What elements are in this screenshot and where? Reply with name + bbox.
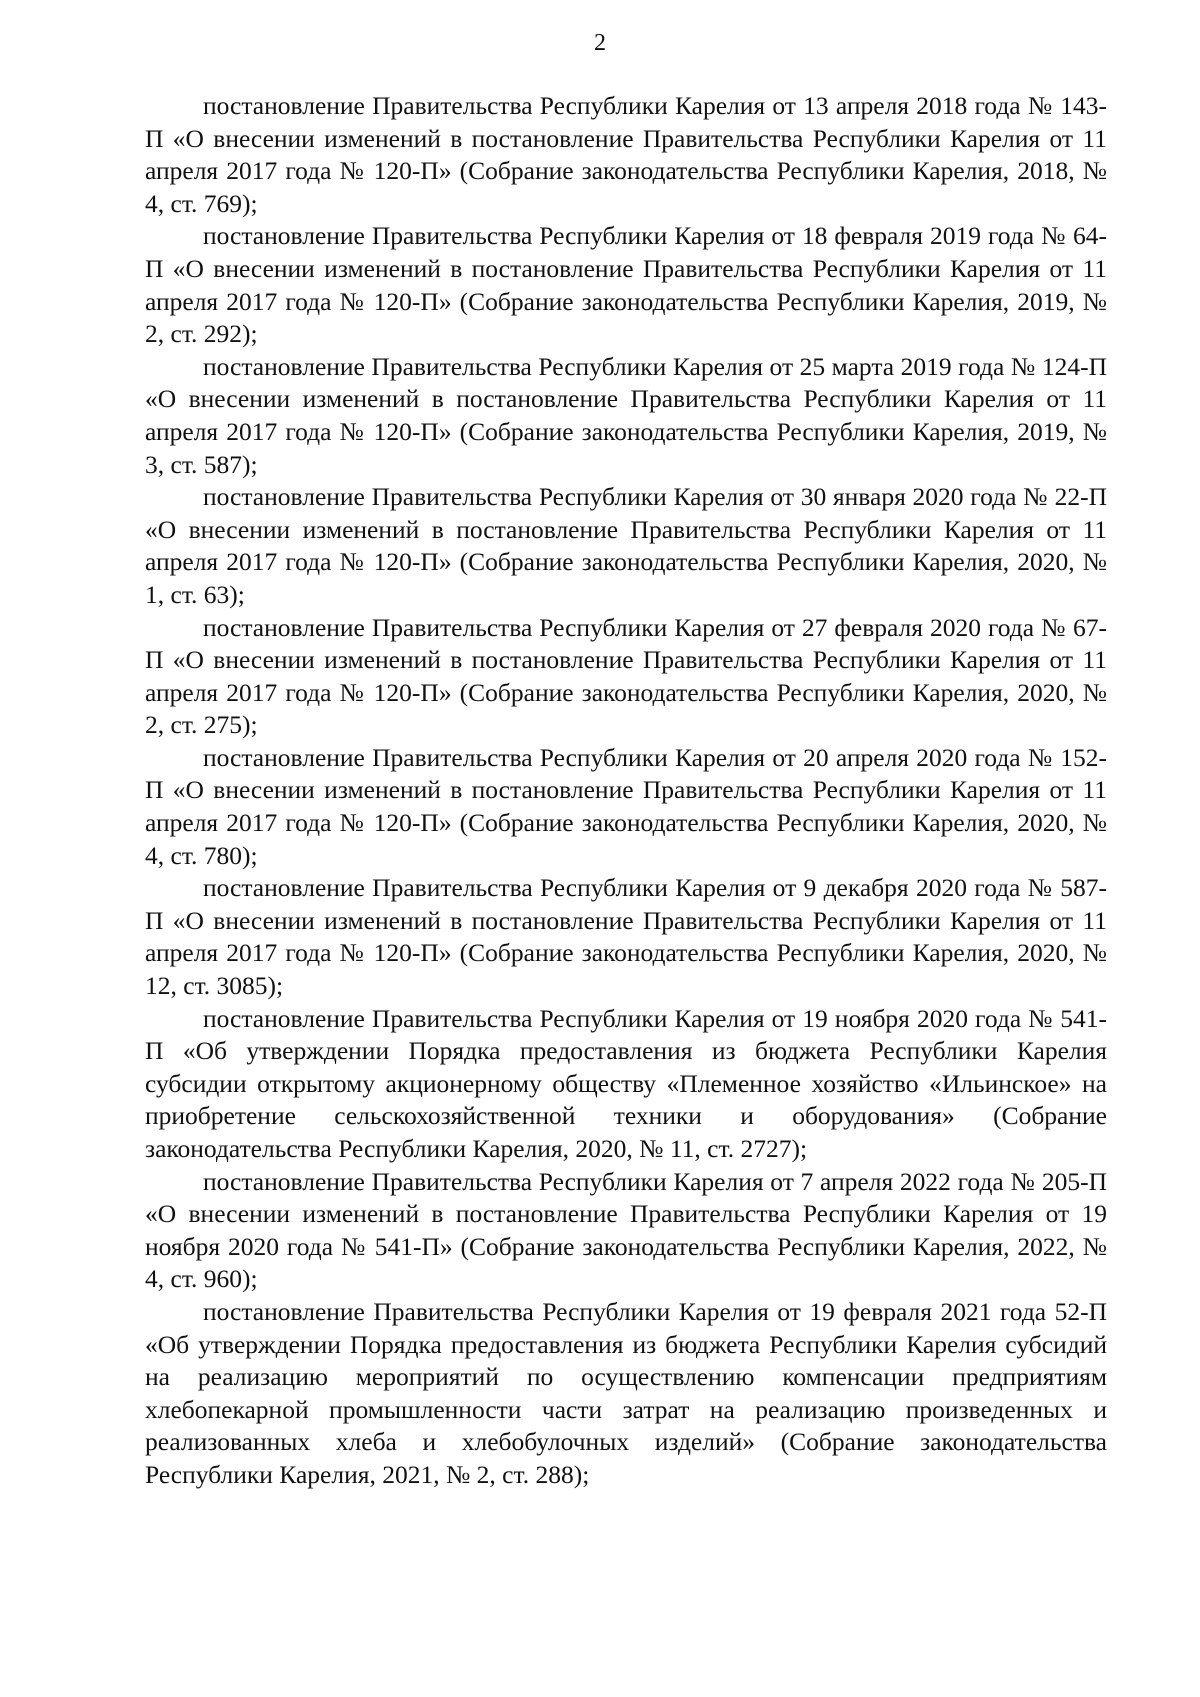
- page-number: 2: [594, 30, 606, 56]
- paragraph-9: постановление Правительства Республики Карелия от 7 апреля 2022 года № 205-П «О внесении изменений в постановление Правительства Республики Карелия от 19 ноября 2020 года № 541-П» (Собрание законодательства Республики Карелия, 2022, № 4, ст. 960);: [145, 1166, 1107, 1294]
- paragraph-6: постановление Правительства Республики Карелия от 20 апреля 2020 года № 152-П «О внесении изменений в постановление Правительства Республики Карелия от 11 апреля 2017 года № 120-П» (Собрание законодательства Республики Карелия, 2020, № 4, ст. 780);: [145, 742, 1107, 870]
- paragraph-3: постановление Правительства Республики Карелия от 25 марта 2019 года № 124-П «О внесении изменений в постановление Правительства Республики Карелия от 11 апреля 2017 года № 120-П» (Собрание законодательства Республики Карелия, 2019, № 3, ст. 587);: [145, 351, 1107, 479]
- paragraph-5: постановление Правительства Республики Карелия от 27 февраля 2020 года № 67-П «О внесении изменений в постановление Правительства Республики Карелия от 11 апреля 2017 года № 120-П» (Собрание законодательства Республики Карелия, 2020, № 2, ст. 275);: [145, 612, 1107, 740]
- paragraph-10: постановление Правительства Республики Карелия от 19 февраля 2021 года 52-П «Об утверждении Порядка предоставления из бюджета Республики Карелия субсидий на реализацию мероприятий по осуществлению компенсации предприятиям хлебопекарной промышленности части затрат на реализацию произведенных и реализованных хлеба и хлебобулочных изделий» (Собрание законодательства Республики Карелия, 2021, № 2, ст. 288);: [145, 1296, 1107, 1489]
- paragraph-4: постановление Правительства Республики Карелия от 30 января 2020 года № 22-П «О внесении изменений в постановление Правительства Республики Карелия от 11 апреля 2017 года № 120-П» (Собрание законодательства Республики Карелия, 2020, № 1, ст. 63);: [145, 482, 1107, 609]
- paragraph-8: постановление Правительства Республики Карелия от 19 ноября 2020 года № 541-П «Об утверждении Порядка предоставления из бюджета Республики Карелия субсидии открытому акционерному обществу «Племенное хозяйство «Ильинское» на приобретение сельскохозяйственной техники и оборудования» (Собрание законодательства Республики Карелия, 2020, № 11, ст. 2727);: [145, 1003, 1107, 1163]
- paragraph-1: постановление Правительства Республики Карелия от 13 апреля 2018 года № 143-П «О внесении изменений в постановление Правительства Республики Карелия от 11 апреля 2017 года № 120-П» (Собрание законодательства Республики Карелия, 2018, № 4, ст. 769);: [145, 91, 1107, 218]
- paragraph-2: постановление Правительства Республики Карелия от 18 февраля 2019 года № 64-П «О внесении изменений в постановление Правительства Республики Карелия от 11 апреля 2017 года № 120-П» (Собрание законодательства Республики Карелия, 2019, № 2, ст. 292);: [145, 221, 1107, 349]
- document-body: [145, 90, 1107, 1492]
- paragraph-7: постановление Правительства Республики Карелия от 9 декабря 2020 года № 587-П «О внесении изменений в постановление Правительства Республики Карелия от 11 апреля 2017 года № 120-П» (Собрание законодательства Республики Карелия, 2020, № 12, ст. 3085);: [145, 873, 1107, 1001]
